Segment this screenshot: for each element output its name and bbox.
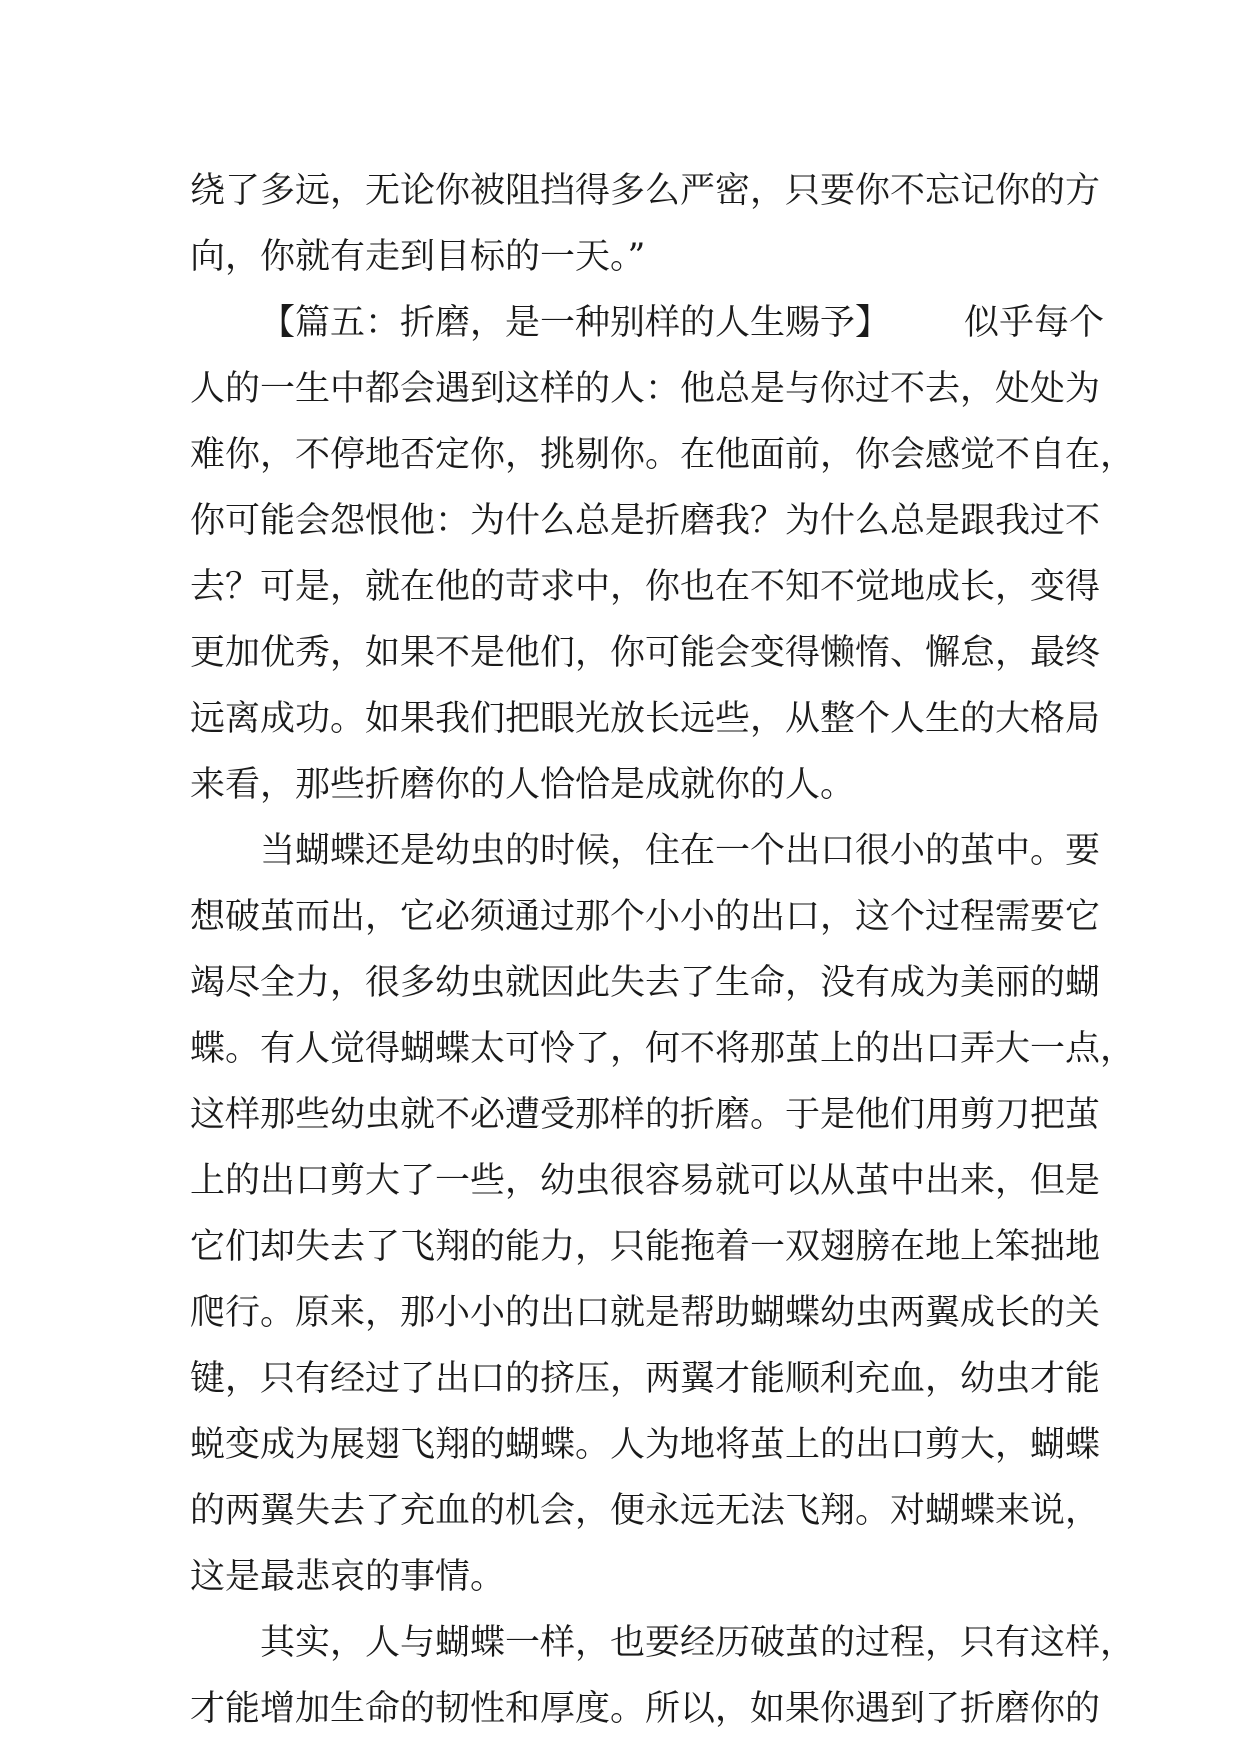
heading-continuation: 似乎每个 xyxy=(964,303,1105,343)
text-line: 它们却失去了飞翔的能力，只能拖着一双翅膀在地上笨拙地 xyxy=(190,1227,1101,1267)
text-line: 去？可是，就在他的苛求中，你也在不知不觉地成长，变得 xyxy=(190,567,1101,607)
text-line: 想破茧而出，它必须通过那个小小的出口，这个过程需要它 xyxy=(190,897,1101,937)
text-line: 竭尽全力，很多幼虫就因此失去了生命，没有成为美丽的蝴 xyxy=(190,963,1101,1003)
text-line: 难你，不停地否定你，挑剔你。在他面前，你会感觉不自在， xyxy=(190,435,1136,475)
text-line: 你可能会怨恨他：为什么总是折磨我？为什么总是跟我过不 xyxy=(190,501,1101,541)
text-line: 这是最悲哀的事情。 xyxy=(190,1557,506,1597)
text-line: 绕了多远，无论你被阻挡得多么严密，只要你不忘记你的方 xyxy=(190,171,1101,211)
text-line: 蜕变成为展翅飞翔的蝴蝶。人为地将茧上的出口剪大，蝴蝶 xyxy=(190,1425,1101,1465)
text-line: 更加优秀，如果不是他们，你可能会变得懒惰、懈怠，最终 xyxy=(190,633,1101,673)
section-heading-line xyxy=(260,290,1105,356)
text-line: 爬行。原来，那小小的出口就是帮助蝴蝶幼虫两翼成长的关 xyxy=(190,1293,1101,1333)
text-line: 向，你就有走到目标的一天。” xyxy=(190,237,646,277)
text-line: 才能增加生命的韧性和厚度。所以，如果你遇到了折磨你的 xyxy=(190,1689,1101,1729)
text-line: 蝶。有人觉得蝴蝶太可怜了，何不将那茧上的出口弄大一点， xyxy=(190,1029,1136,1069)
text-line: 人的一生中都会遇到这样的人：他总是与你过不去，处处为 xyxy=(190,369,1101,409)
text-line: 来看，那些折磨你的人恰恰是成就你的人。 xyxy=(190,765,856,805)
text-line: 这样那些幼虫就不必遭受那样的折磨。于是他们用剪刀把茧 xyxy=(190,1095,1101,1135)
paragraph-first-line: 当蝴蝶还是幼虫的时候，住在一个出口很小的茧中。要 xyxy=(260,831,1101,871)
text-line: 远离成功。如果我们把眼光放长远些，从整个人生的大格局 xyxy=(190,699,1101,739)
text-line: 键，只有经过了出口的挤压，两翼才能顺利充血，幼虫才能 xyxy=(190,1359,1101,1399)
section-heading: 【篇五：折磨，是一种别样的人生赐予】 xyxy=(260,303,891,343)
text-line: 的两翼失去了充血的机会，便永远无法飞翔。对蝴蝶来说， xyxy=(190,1491,1101,1531)
text-line: 上的出口剪大了一些，幼虫很容易就可以从茧中出来，但是 xyxy=(190,1161,1101,1201)
paragraph-first-line: 其实，人与蝴蝶一样，也要经历破茧的过程，只有这样， xyxy=(260,1623,1136,1663)
